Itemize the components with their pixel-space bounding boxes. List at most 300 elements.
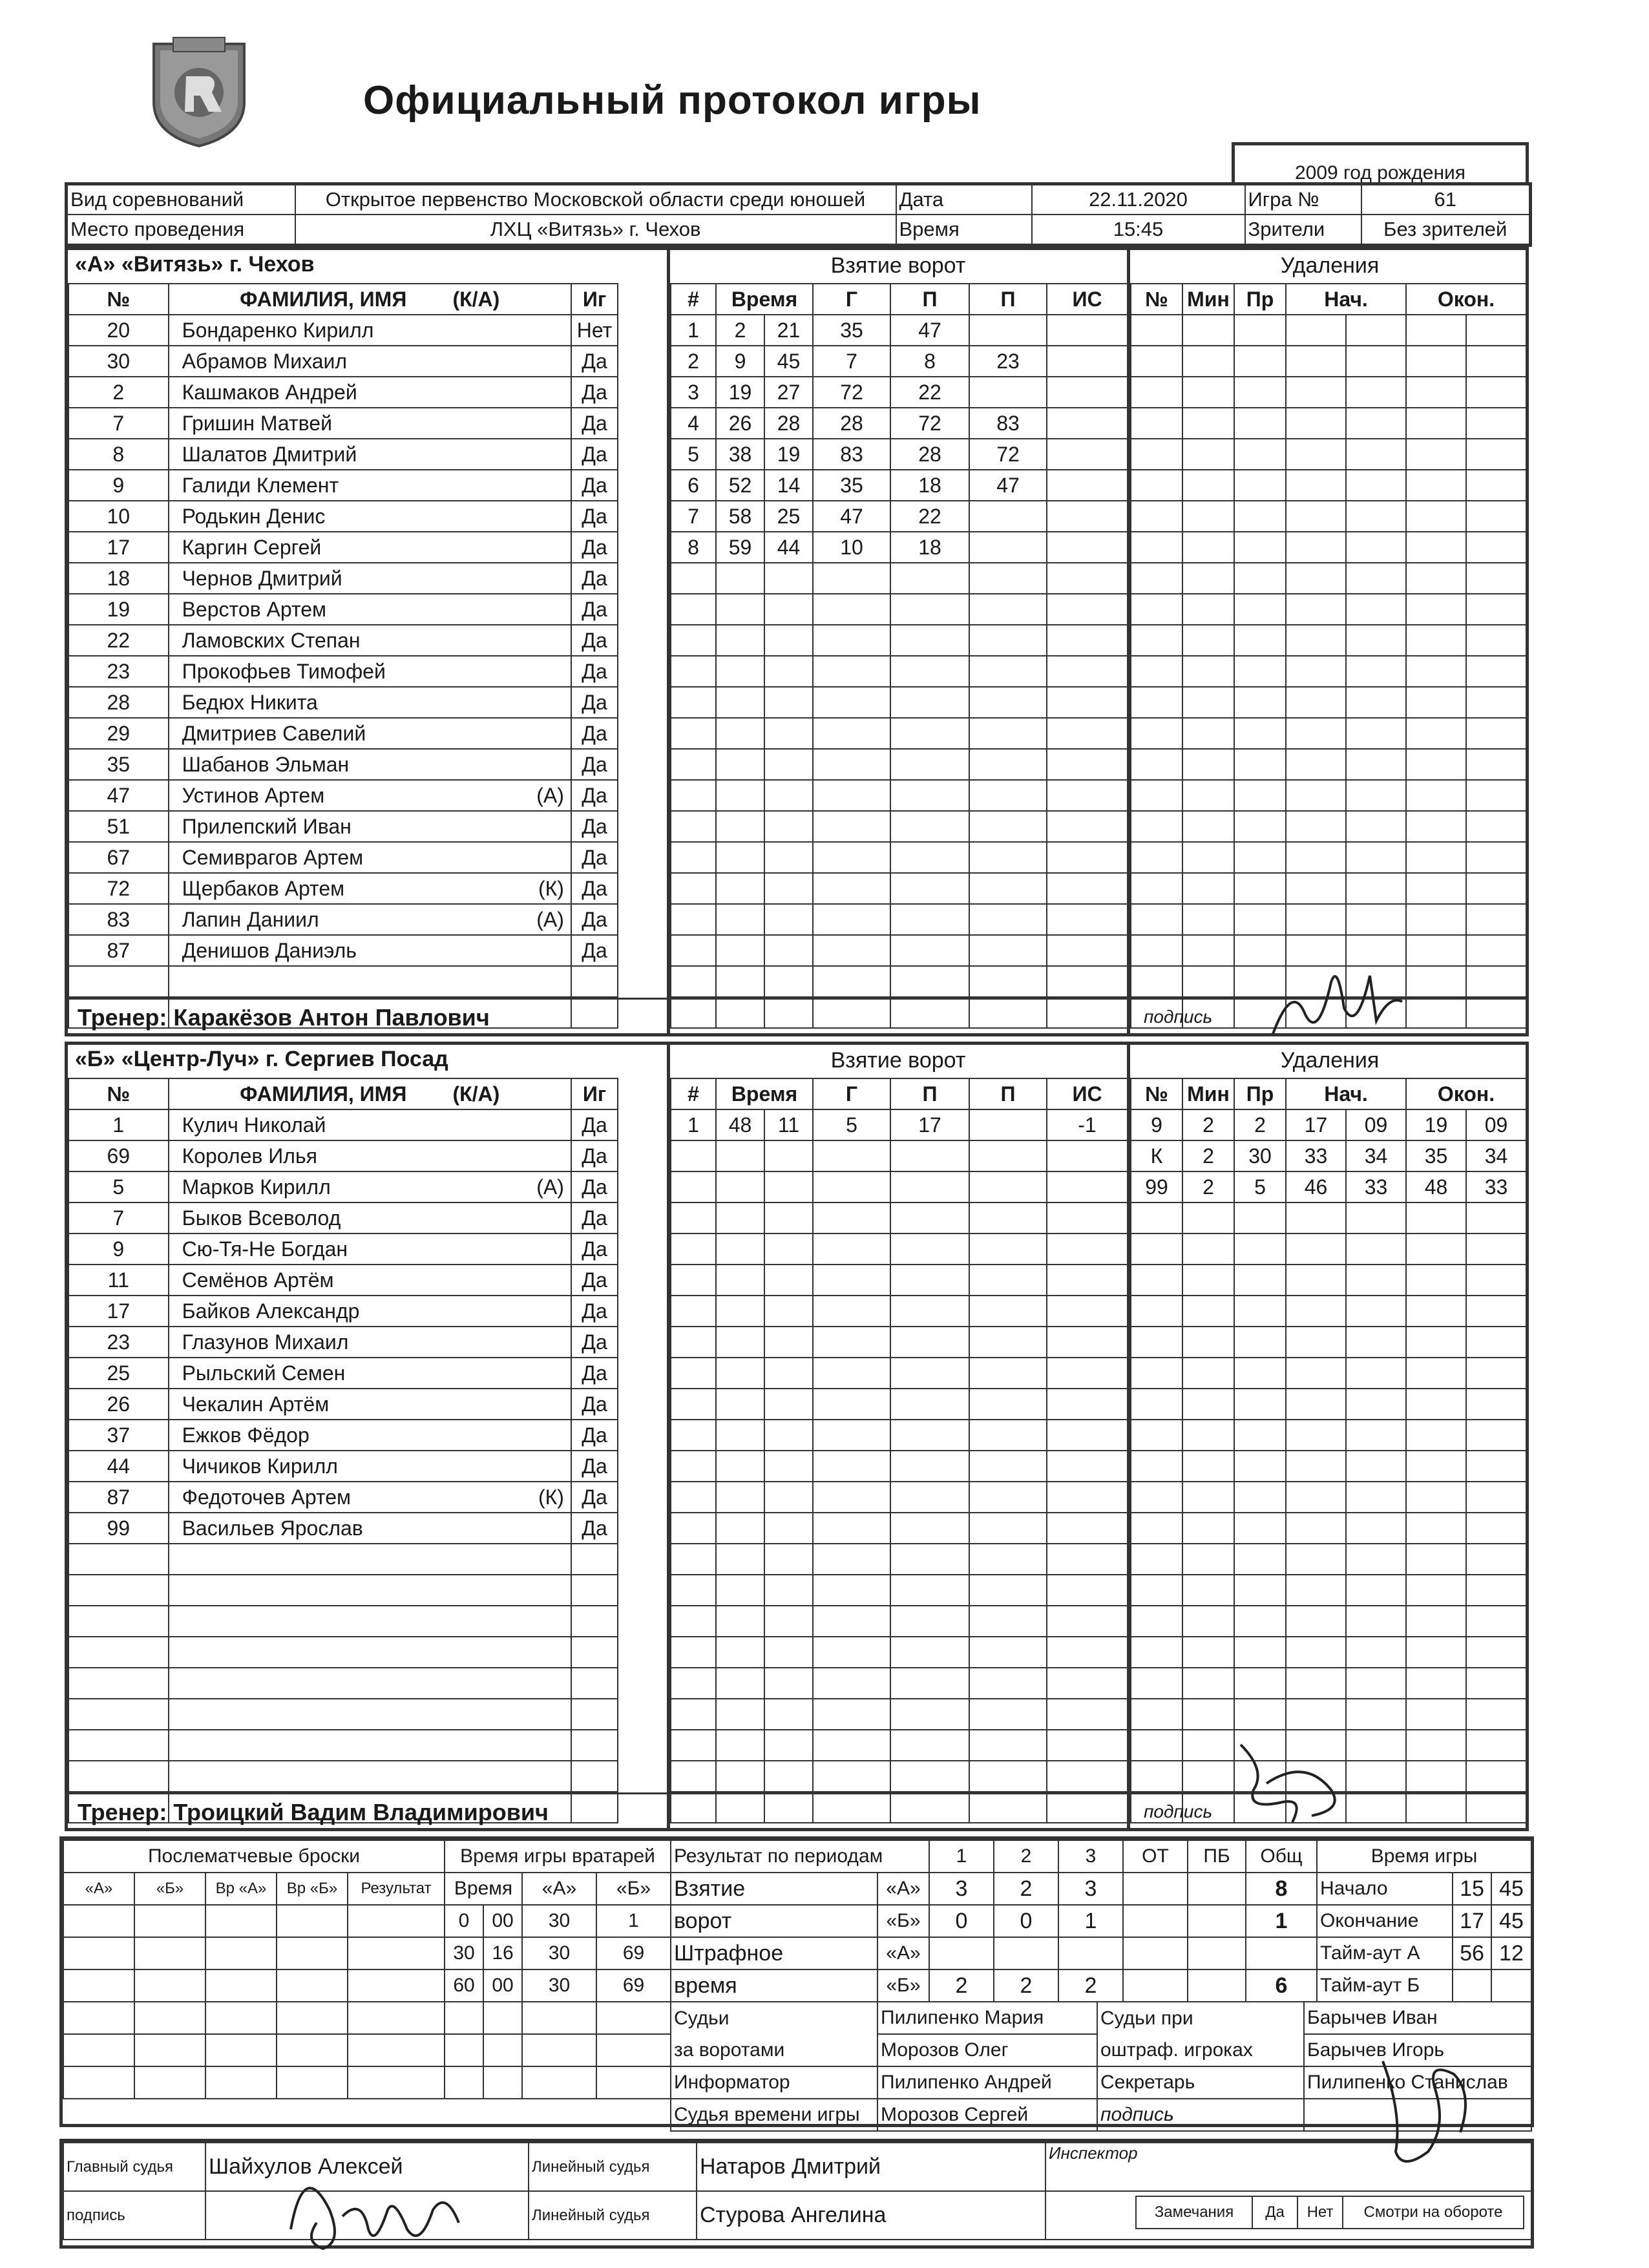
goal-row [671, 315, 1128, 346]
goal-row [671, 1668, 1128, 1699]
roster-header-name: ФАМИЛИЯ, ИМЯ (К/А) [169, 284, 571, 315]
gk-cell: 30 [522, 1969, 596, 2002]
goal-cell-empty [969, 1544, 1047, 1575]
penalty-cell: 09 [1466, 1109, 1526, 1140]
result-team: «Б» [877, 1905, 929, 1937]
penalty-cell-empty [1286, 1358, 1346, 1389]
result-value [1123, 1937, 1188, 1969]
player-number: 72 [68, 873, 169, 904]
goal-cell-empty [1047, 1296, 1128, 1327]
goal-cell-empty [716, 811, 764, 842]
goal-cell-empty [1047, 749, 1128, 780]
goal-cell: 26 [716, 408, 764, 439]
goal-cell [1047, 408, 1128, 439]
goal-cell-empty [716, 873, 764, 904]
goal-cell-empty [671, 1792, 716, 1823]
goal-cell-empty [764, 625, 813, 656]
linesman-label-2: Линейный судья [529, 2191, 697, 2240]
goal-cell: 22 [890, 501, 969, 532]
penalty-cell-empty [1466, 1606, 1526, 1637]
result-value: 1 [1058, 1905, 1123, 1937]
penalty-cell-empty [1466, 594, 1526, 625]
goal-judge-2: Морозов Олег [877, 2034, 1097, 2066]
goal-cell-empty [716, 904, 764, 935]
remarks-no: Нет [1297, 2196, 1343, 2229]
penalty-cell-empty [1346, 1451, 1406, 1482]
penalty-cell-empty [1286, 501, 1346, 532]
penalty-cell-empty [1131, 1668, 1182, 1699]
goal-cell-empty [671, 1202, 716, 1234]
player-number: 99 [68, 1513, 169, 1544]
goal-cell-empty [969, 1730, 1047, 1761]
goal-cell-empty [969, 625, 1047, 656]
secretary-signature [1357, 2035, 1486, 2184]
penalty-cell-empty [1466, 1699, 1526, 1730]
goal-cell-empty [1047, 1171, 1128, 1202]
penalty-cell-empty [1466, 687, 1526, 718]
penalty-cell-empty [1466, 1482, 1526, 1513]
meta-table [65, 182, 1532, 247]
goal-row [671, 1265, 1128, 1296]
period-results-table [670, 1840, 1318, 2002]
period-header: ОТ [1123, 1840, 1188, 1873]
goal-row [671, 1202, 1128, 1234]
penalty-cell-empty [1346, 811, 1406, 842]
penalty-cell-empty [1346, 780, 1406, 811]
goal-cell-empty [969, 1140, 1047, 1171]
time-label: Время [896, 215, 1032, 246]
goal-cell-empty [969, 1668, 1047, 1699]
player-played: Да [571, 1234, 618, 1265]
penalty-cell-empty [1286, 1575, 1346, 1606]
goal-cell-empty [890, 1792, 969, 1823]
goal-cell-empty [969, 873, 1047, 904]
goal-cell-empty [813, 563, 890, 594]
penalty-cell-empty [1346, 377, 1406, 408]
goal-row [671, 1544, 1128, 1575]
gk-cell: 69 [596, 1937, 671, 1969]
goal-header-a1: П [890, 1078, 969, 1109]
goal-cell-empty [671, 997, 716, 1028]
player-number: 69 [68, 1140, 169, 1171]
goal-cell-empty [969, 1761, 1047, 1792]
penalty-cell-empty [1406, 1606, 1466, 1637]
player-played: Да [571, 811, 618, 842]
penalty-cell-empty [1131, 501, 1182, 532]
goal-cell-empty [1047, 811, 1128, 842]
goal-cell-empty [890, 563, 969, 594]
goal-cell-empty [671, 1761, 716, 1792]
teamB-roster-table [68, 1078, 667, 1823]
penalty-cell-empty [1182, 315, 1234, 346]
goal-row [671, 1482, 1128, 1513]
goal-cell-empty [890, 1575, 969, 1606]
player-number: 30 [68, 346, 169, 377]
penalty-cell-empty [1346, 563, 1406, 594]
penalty-cell-empty [1346, 1575, 1406, 1606]
penalty-cell-empty [1182, 1389, 1234, 1420]
penalty-row [1131, 687, 1526, 718]
penalty-cell-empty [1286, 346, 1346, 377]
goal-cell: 72 [813, 377, 890, 408]
goal-cell-empty [890, 1358, 969, 1389]
penalty-row [1131, 1358, 1526, 1389]
roster-row [68, 811, 666, 842]
penalty-row [1131, 1327, 1526, 1358]
goal-cell-empty [890, 687, 969, 718]
goal-cell-empty [671, 1265, 716, 1296]
goal-cell-empty [671, 935, 716, 966]
goal-cell-empty [1047, 1761, 1128, 1792]
penalty-cell-empty [1406, 1761, 1466, 1792]
goal-header-time: Время [716, 284, 813, 315]
goal-cell-empty [716, 966, 764, 997]
goal-cell-empty [1047, 1482, 1128, 1513]
goal-cell-empty [671, 873, 716, 904]
goal-cell-empty [671, 1389, 716, 1420]
goal-cell: 3 [671, 377, 716, 408]
player-number: 29 [68, 718, 169, 749]
penalty-cell-empty [1182, 904, 1234, 935]
goal-row [671, 904, 1128, 935]
goal-cell-empty [671, 594, 716, 625]
goal-cell-empty [1047, 1265, 1128, 1296]
goal-cell-empty [969, 1202, 1047, 1234]
penalty-cell: 17 [1286, 1109, 1346, 1140]
penalty-row [1131, 1109, 1526, 1140]
roster-row [68, 408, 666, 439]
goal-cell-empty [716, 780, 764, 811]
player-name: Абрамов Михаил [169, 346, 571, 377]
game-time-mm: 12 [1491, 1937, 1531, 1969]
pen-header-no: № [1131, 1078, 1182, 1109]
penalty-cell-empty [1234, 594, 1286, 625]
goal-cell [1047, 377, 1128, 408]
penalty-cell-empty [1131, 842, 1182, 873]
goal-cell-empty [1047, 1792, 1128, 1823]
goal-cell-empty [1047, 935, 1128, 966]
penalty-cell-empty [1406, 408, 1466, 439]
teamA-penalties-title: Удаления [1280, 253, 1380, 278]
goal-cell-empty [1047, 1140, 1128, 1171]
player-played: Да [571, 1109, 618, 1140]
player-number: 5 [68, 1171, 169, 1202]
penalty-cell-empty [1406, 346, 1466, 377]
penalty-cell-empty [1406, 997, 1466, 1028]
goal-cell: 72 [969, 439, 1047, 470]
penalty-cell-empty [1234, 811, 1286, 842]
penalty-cell-empty [1234, 563, 1286, 594]
goal-cell-empty [813, 1575, 890, 1606]
teamA-goals-table [670, 283, 1128, 1029]
penalty-cell-empty [1406, 470, 1466, 501]
penalty-cell-empty [1466, 842, 1526, 873]
goal-row [671, 780, 1128, 811]
player-played: Да [571, 439, 618, 470]
penalty-cell-empty [1466, 346, 1526, 377]
player-name: Родькин Денис [169, 501, 571, 532]
roster-row [68, 1420, 666, 1451]
teamB-goals-table [670, 1078, 1128, 1823]
goal-cell [1047, 315, 1128, 346]
player-number: 17 [68, 1296, 169, 1327]
penalty-cell-empty [1406, 1699, 1466, 1730]
penalty-cell: 48 [1406, 1171, 1466, 1202]
goal-cell: 9 [716, 346, 764, 377]
player-name: Прокофьев Тимофей [169, 656, 571, 687]
penalty-cell-empty [1406, 966, 1466, 997]
goal-cell-empty [716, 1730, 764, 1761]
penalty-cell-empty [1131, 1513, 1182, 1544]
goal-cell-empty [1047, 1202, 1128, 1234]
goal-cell-empty [969, 780, 1047, 811]
penalty-cell-empty [1286, 470, 1346, 501]
penalty-cell-empty [1346, 749, 1406, 780]
shootout-table [63, 1840, 445, 2099]
penalty-cell-empty [1466, 1761, 1526, 1792]
result-value [1188, 1969, 1246, 2002]
player-played: Да [571, 346, 618, 377]
roster-row [68, 904, 666, 935]
teamA-penalties-table [1130, 283, 1527, 1029]
goal-cell-empty [813, 1451, 890, 1482]
penalty-cell: 34 [1346, 1140, 1406, 1171]
penalty-cell-empty [1131, 1761, 1182, 1792]
penalty-cell-empty [1182, 594, 1234, 625]
player-played: Да [571, 1265, 618, 1296]
goal-cell-empty [716, 687, 764, 718]
penalty-cell-empty [1286, 1296, 1346, 1327]
goal-cell-empty [890, 1296, 969, 1327]
goal-cell: 5 [813, 1109, 890, 1140]
goal-cell-empty [671, 563, 716, 594]
goal-cell-empty [764, 780, 813, 811]
goal-cell-empty [764, 1171, 813, 1202]
penalty-cell-empty [1466, 997, 1526, 1028]
penalty-cell-empty [1182, 780, 1234, 811]
penalty-cell-empty [1406, 1296, 1466, 1327]
player-number: 8 [68, 439, 169, 470]
goal-cell-empty [671, 1730, 716, 1761]
penalty-cell-empty [1466, 1544, 1526, 1575]
penalty-cell-empty [1466, 966, 1526, 997]
result-value: 2 [994, 1873, 1058, 1905]
result-value [1058, 1937, 1123, 1969]
player-played: Да [571, 625, 618, 656]
penalty-cell-empty [1131, 1358, 1182, 1389]
penalty-cell-empty [1131, 1327, 1182, 1358]
gk-cell: 16 [483, 1937, 522, 1969]
penalty-cell: 34 [1466, 1140, 1526, 1171]
goal-row [671, 811, 1128, 842]
goal-cell: 22 [890, 377, 969, 408]
player-played: Да [571, 718, 618, 749]
penalty-row [1131, 532, 1526, 563]
penalty-cell-empty [1182, 1296, 1234, 1327]
result-value: 2 [929, 1969, 994, 2002]
penalty-cell-empty [1131, 1575, 1182, 1606]
shootout-header: Результат [348, 1873, 445, 1905]
gk-cell: 1 [596, 1905, 671, 1937]
penalty-cell-empty [1466, 1637, 1526, 1668]
penalty-cell: 30 [1234, 1140, 1286, 1171]
penalty-cell-empty [1234, 439, 1286, 470]
penalty-cell-empty [1131, 873, 1182, 904]
roster-row [68, 656, 666, 687]
goal-cell-empty [671, 1327, 716, 1358]
player-name: Байков Александр [169, 1296, 571, 1327]
period-header: 2 [994, 1840, 1058, 1873]
player-name: Лапин Даниил (А) [169, 904, 571, 935]
goal-cell-empty [764, 1140, 813, 1171]
goal-cell-empty [813, 811, 890, 842]
penalty-cell-empty [1466, 377, 1526, 408]
penalty-cell-empty [1182, 656, 1234, 687]
goal-header-is: ИС [1047, 1078, 1128, 1109]
venue-label: Место проведения [67, 215, 295, 246]
goal-cell-empty [890, 1202, 969, 1234]
roster-row [68, 1358, 666, 1389]
penalty-cell-empty [1131, 718, 1182, 749]
penalty-cell-empty [1131, 346, 1182, 377]
penalty-cell: 99 [1131, 1171, 1182, 1202]
penalty-cell-empty [1286, 625, 1346, 656]
penalty-cell: 33 [1286, 1140, 1346, 1171]
penalty-cell-empty [1346, 1668, 1406, 1699]
goal-cell: 19 [716, 377, 764, 408]
penalty-cell-empty [1182, 749, 1234, 780]
goal-cell-empty [716, 1296, 764, 1327]
penalty-cell-empty [1286, 315, 1346, 346]
goal-cell: 59 [716, 532, 764, 563]
penalty-cell-empty [1286, 1265, 1346, 1296]
shootout-header: Вр «Б» [277, 1873, 348, 1905]
pen-header-reason: Пр [1234, 1078, 1286, 1109]
result-row-label: время [671, 1969, 877, 2002]
player-number: 23 [68, 656, 169, 687]
player-name: Чекалин Артём [169, 1389, 571, 1420]
penalty-row [1131, 1296, 1526, 1327]
goal-cell: 38 [716, 439, 764, 470]
goal-cell: 7 [671, 501, 716, 532]
goal-cell-empty [716, 842, 764, 873]
penalty-cell-empty [1346, 718, 1406, 749]
player-played: Да [571, 1171, 618, 1202]
goal-cell-empty [716, 625, 764, 656]
game-time-table [1316, 1840, 1532, 2002]
penalty-cell-empty [1406, 780, 1466, 811]
goal-cell-empty [813, 1792, 890, 1823]
goal-cell-empty [890, 1265, 969, 1296]
goal-row [671, 346, 1128, 377]
roster-row [68, 842, 666, 873]
result-value: 6 [1246, 1969, 1317, 2002]
penalty-cell: 2 [1182, 1171, 1234, 1202]
result-value [1123, 1873, 1188, 1905]
gk-cell: 0 [445, 1905, 483, 1937]
goal-cell-empty [813, 1202, 890, 1234]
goal-row [671, 1109, 1128, 1140]
goal-cell-empty [813, 1327, 890, 1358]
goal-cell-empty [1047, 1730, 1128, 1761]
roster-row [68, 718, 666, 749]
goal-cell: 27 [764, 377, 813, 408]
penalty-cell-empty [1346, 1513, 1406, 1544]
penalty-cell-empty [1182, 532, 1234, 563]
penalty-cell-empty [1406, 1265, 1466, 1296]
date-value: 22.11.2020 [1032, 184, 1245, 215]
gk-cell: 00 [483, 1905, 522, 1937]
goal-row [671, 625, 1128, 656]
penalty-cell-empty [1182, 966, 1234, 997]
goal-row [671, 1637, 1128, 1668]
goal-cell-empty [969, 563, 1047, 594]
penalty-cell-empty [1131, 1202, 1182, 1234]
goal-cell-empty [890, 718, 969, 749]
club-logo [147, 31, 251, 147]
goal-cell-empty [764, 966, 813, 997]
goal-row [671, 842, 1128, 873]
goal-cell-empty [890, 842, 969, 873]
penalty-cell-empty [1131, 780, 1182, 811]
penalty-cell-empty [1286, 1202, 1346, 1234]
linesman-label-1: Линейный судья [529, 2143, 697, 2191]
teamA-roster-table [68, 283, 667, 1029]
penalty-cell-empty [1406, 1327, 1466, 1358]
goal-cell-empty [1047, 687, 1128, 718]
penalty-row [1131, 1575, 1526, 1606]
penalty-cell-empty [1466, 718, 1526, 749]
player-number: 47 [68, 780, 169, 811]
penalty-cell-empty [1406, 749, 1466, 780]
penalty-cell-empty [1182, 935, 1234, 966]
goal-cell-empty [1047, 997, 1128, 1028]
penalty-row [1131, 439, 1526, 470]
goal-cell-empty [969, 997, 1047, 1028]
penalty-cell-empty [1182, 718, 1234, 749]
player-role: (К) [538, 1485, 564, 1509]
penalty-cell-empty [1286, 1606, 1346, 1637]
goal-cell-empty [890, 1730, 969, 1761]
game-time-hh: 15 [1453, 1873, 1491, 1905]
penalty-cell-empty [1406, 656, 1466, 687]
goal-cell-empty [764, 594, 813, 625]
penalty-cell-empty [1466, 1730, 1526, 1761]
goal-cell-empty [813, 1482, 890, 1513]
goal-cell-empty [813, 1668, 890, 1699]
roster-row [68, 1451, 666, 1482]
roster-row [68, 439, 666, 470]
goal-header-time: Время [716, 1078, 813, 1109]
penalty-cell-empty [1182, 1606, 1234, 1637]
player-played: Да [571, 935, 618, 966]
roster-header-no: № [68, 1078, 169, 1109]
penalty-cell-empty [1346, 408, 1406, 439]
goal-row [671, 1575, 1128, 1606]
venue-value: ЛХЦ «Витязь» г. Чехов [295, 215, 896, 246]
player-name: Глазунов Михаил [169, 1327, 571, 1358]
goal-cell: 47 [969, 470, 1047, 501]
goal-cell-empty [671, 687, 716, 718]
result-value [1188, 1873, 1246, 1905]
goal-cell-empty [764, 997, 813, 1028]
result-title: Результат по периодам [671, 1840, 929, 1873]
penalty-cell-empty [1406, 1482, 1466, 1513]
penalty-cell: 9 [1131, 1109, 1182, 1140]
goal-cell-empty [813, 1513, 890, 1544]
goal-row [671, 1234, 1128, 1265]
goal-row [671, 501, 1128, 532]
